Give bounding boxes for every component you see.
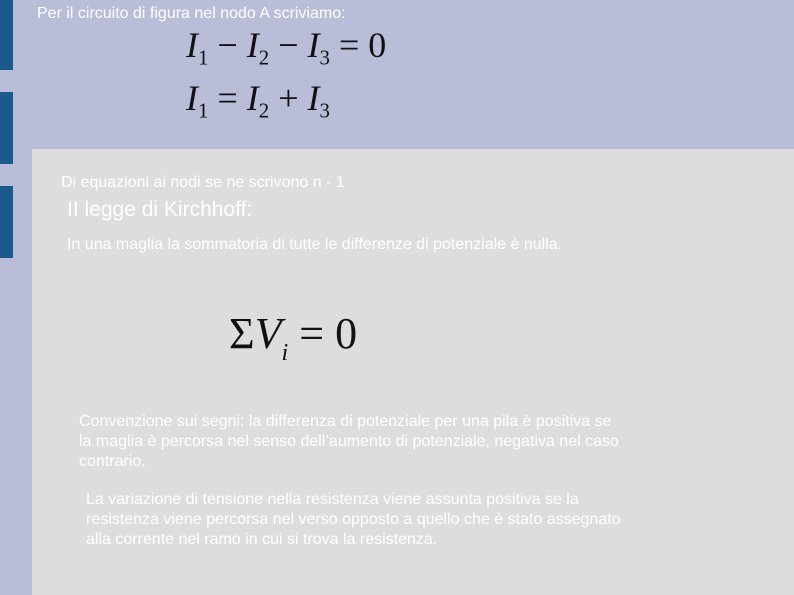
side-bar-top xyxy=(0,0,13,70)
intro-text: Per il circuito di figura nel nodo A scriviamo: xyxy=(37,5,346,22)
section-heading: II legge di Kirchhoff: xyxy=(67,198,253,221)
side-bar-middle xyxy=(0,92,13,164)
nodes-note: Di equazioni ai nodi se ne scrivono n - 1 xyxy=(61,174,345,191)
resistance-rule-text: La variazione di tensione nella resistenza viene assunta positiva se la resistenza viene percorsa nel verso opposto a quello che è stato assegnato alla corrente nel ramo in cui si trova la resistenza. xyxy=(86,491,621,548)
sign-convention-text: Convenzione sui segni: la differenza di potenziale per una pila è positiva se la maglia è percorsa nel senso dell’aumento di potenziale, negativa nel caso contrario. xyxy=(79,413,619,470)
side-bar-bottom xyxy=(0,186,13,258)
node-equation-1: $I_1 - I_2 - I_3 = 0$ xyxy=(186,25,387,70)
node-equation-2: $I_1 = I_2 + I_3$ xyxy=(186,78,330,123)
mesh-equation: $\Sigma V_i = 0$ xyxy=(229,309,358,367)
mesh-law-text: In una maglia la sommatoria di tutte le differenze di potenziale è nulla. xyxy=(67,236,563,253)
